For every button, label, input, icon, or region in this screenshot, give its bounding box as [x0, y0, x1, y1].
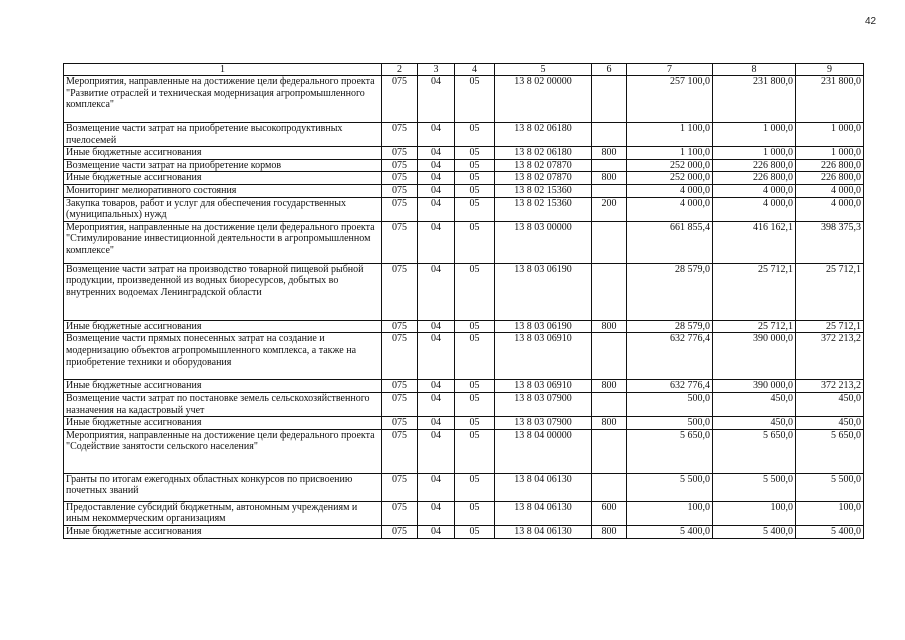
row-name-cell: Иные бюджетные ассигнования: [64, 417, 382, 430]
header-cell: 6: [592, 64, 627, 76]
row-target-code-cell: 13 8 04 06130: [495, 525, 592, 538]
row-amount-cell: 1 000,0: [713, 123, 796, 147]
row-target-code-cell: 13 8 03 06910: [495, 333, 592, 380]
row-target-code-cell: 13 8 02 15360: [495, 197, 592, 221]
row-target-code-cell: 13 8 03 07900: [495, 417, 592, 430]
row-name-cell: Иные бюджетные ассигнования: [64, 320, 382, 333]
row-target-code-cell: 13 8 02 07870: [495, 159, 592, 172]
row-expense-type-cell: 800: [592, 172, 627, 185]
row-section-cell: 04: [418, 76, 455, 123]
row-amount-cell: 5 500,0: [627, 473, 713, 501]
row-amount-cell: 450,0: [796, 392, 864, 416]
row-target-code-cell: 13 8 02 06180: [495, 123, 592, 147]
row-target-code-cell: 13 8 02 00000: [495, 76, 592, 123]
row-target-code-cell: 13 8 03 06190: [495, 263, 592, 320]
row-expense-type-cell: [592, 123, 627, 147]
row-amount-cell: 390 000,0: [713, 333, 796, 380]
row-expense-type-cell: 800: [592, 147, 627, 160]
row-code-cell: 075: [382, 392, 418, 416]
row-subsection-cell: 05: [455, 392, 495, 416]
table-row: [64, 159, 864, 172]
row-subsection-cell: 05: [455, 172, 495, 185]
table-row: [64, 172, 864, 185]
page-number: 42: [865, 16, 877, 27]
row-amount-cell: 632 776,4: [627, 333, 713, 380]
row-amount-cell: 450,0: [713, 392, 796, 416]
row-amount-cell: 257 100,0: [627, 76, 713, 123]
row-target-code-cell: 13 8 04 06130: [495, 473, 592, 501]
row-amount-cell: 661 855,4: [627, 221, 713, 263]
table-row: [64, 392, 864, 416]
row-amount-cell: 5 400,0: [713, 525, 796, 538]
row-target-code-cell: 13 8 03 06910: [495, 380, 592, 393]
row-amount-cell: 28 579,0: [627, 263, 713, 320]
header-cell: 8: [713, 64, 796, 76]
row-amount-cell: 1 000,0: [796, 123, 864, 147]
table-row: [64, 76, 864, 123]
row-amount-cell: 226 800,0: [713, 159, 796, 172]
row-section-cell: 04: [418, 501, 455, 525]
row-amount-cell: 25 712,1: [796, 263, 864, 320]
row-section-cell: 04: [418, 473, 455, 501]
row-expense-type-cell: 800: [592, 525, 627, 538]
row-name-cell: Мероприятия, направленные на достижение цели федерального проекта "Стимулирование инвестиционной деятельности в агропромышленном комплексе": [64, 221, 382, 263]
row-expense-type-cell: [592, 392, 627, 416]
row-code-cell: 075: [382, 123, 418, 147]
row-section-cell: 04: [418, 159, 455, 172]
row-code-cell: 075: [382, 263, 418, 320]
row-code-cell: 075: [382, 501, 418, 525]
row-subsection-cell: 05: [455, 320, 495, 333]
row-section-cell: 04: [418, 147, 455, 160]
row-amount-cell: 398 375,3: [796, 221, 864, 263]
row-target-code-cell: 13 8 03 07900: [495, 392, 592, 416]
row-subsection-cell: 05: [455, 221, 495, 263]
header-cell: 2: [382, 64, 418, 76]
row-amount-cell: 5 500,0: [713, 473, 796, 501]
row-expense-type-cell: [592, 429, 627, 473]
row-name-cell: Мероприятия, направленные на достижение цели федерального проекта "Развитие отраслей и техническая модернизация агропромышленного комплекса": [64, 76, 382, 123]
row-subsection-cell: 05: [455, 197, 495, 221]
table-row: [64, 525, 864, 538]
row-subsection-cell: 05: [455, 147, 495, 160]
row-amount-cell: 25 712,1: [796, 320, 864, 333]
row-amount-cell: 100,0: [713, 501, 796, 525]
row-amount-cell: 4 000,0: [627, 197, 713, 221]
row-section-cell: 04: [418, 221, 455, 263]
row-code-cell: 075: [382, 147, 418, 160]
row-amount-cell: 5 650,0: [627, 429, 713, 473]
row-name-cell: Иные бюджетные ассигнования: [64, 172, 382, 185]
row-name-cell: Возмещение части затрат на приобретение высокопродуктивных пчелосемей: [64, 123, 382, 147]
row-amount-cell: 450,0: [796, 417, 864, 430]
row-name-cell: Иные бюджетные ассигнования: [64, 380, 382, 393]
row-code-cell: 075: [382, 159, 418, 172]
row-target-code-cell: 13 8 03 00000: [495, 221, 592, 263]
row-expense-type-cell: [592, 263, 627, 320]
row-target-code-cell: 13 8 04 00000: [495, 429, 592, 473]
row-subsection-cell: 05: [455, 473, 495, 501]
header-cell: 9: [796, 64, 864, 76]
row-amount-cell: 5 500,0: [796, 473, 864, 501]
row-code-cell: 075: [382, 417, 418, 430]
row-subsection-cell: 05: [455, 263, 495, 320]
row-section-cell: 04: [418, 380, 455, 393]
row-section-cell: 04: [418, 123, 455, 147]
row-expense-type-cell: [592, 473, 627, 501]
row-target-code-cell: 13 8 02 06180: [495, 147, 592, 160]
row-code-cell: 075: [382, 429, 418, 473]
header-cell: 3: [418, 64, 455, 76]
row-amount-cell: 1 000,0: [713, 147, 796, 160]
row-amount-cell: 4 000,0: [713, 184, 796, 197]
row-name-cell: Иные бюджетные ассигнования: [64, 147, 382, 160]
table-row: [64, 501, 864, 525]
row-expense-type-cell: [592, 184, 627, 197]
row-amount-cell: 25 712,1: [713, 320, 796, 333]
row-name-cell: Иные бюджетные ассигнования: [64, 525, 382, 538]
row-amount-cell: 500,0: [627, 417, 713, 430]
row-expense-type-cell: 800: [592, 417, 627, 430]
row-subsection-cell: 05: [455, 525, 495, 538]
table-row: [64, 147, 864, 160]
row-subsection-cell: 05: [455, 159, 495, 172]
table-row: [64, 184, 864, 197]
row-code-cell: 075: [382, 473, 418, 501]
header-cell: 5: [495, 64, 592, 76]
row-section-cell: 04: [418, 184, 455, 197]
table-row: [64, 221, 864, 263]
row-name-cell: Закупка товаров, работ и услуг для обеспечения государственных (муниципальных) нужд: [64, 197, 382, 221]
row-expense-type-cell: [592, 333, 627, 380]
row-amount-cell: 1 100,0: [627, 123, 713, 147]
row-amount-cell: 5 650,0: [713, 429, 796, 473]
row-section-cell: 04: [418, 392, 455, 416]
row-subsection-cell: 05: [455, 417, 495, 430]
row-amount-cell: 500,0: [627, 392, 713, 416]
row-amount-cell: 4 000,0: [796, 197, 864, 221]
row-code-cell: 075: [382, 525, 418, 538]
row-expense-type-cell: [592, 159, 627, 172]
row-amount-cell: 25 712,1: [713, 263, 796, 320]
row-code-cell: 075: [382, 76, 418, 123]
row-expense-type-cell: [592, 221, 627, 263]
row-amount-cell: 252 000,0: [627, 172, 713, 185]
row-amount-cell: 226 800,0: [796, 172, 864, 185]
row-amount-cell: 372 213,2: [796, 333, 864, 380]
row-expense-type-cell: 800: [592, 380, 627, 393]
table-row: [64, 417, 864, 430]
row-name-cell: Возмещение части затрат на приобретение кормов: [64, 159, 382, 172]
row-target-code-cell: 13 8 03 06190: [495, 320, 592, 333]
row-amount-cell: 231 800,0: [713, 76, 796, 123]
table-row: [64, 123, 864, 147]
row-code-cell: 075: [382, 197, 418, 221]
row-amount-cell: 390 000,0: [713, 380, 796, 393]
row-code-cell: 075: [382, 333, 418, 380]
header-cell: 1: [64, 64, 382, 76]
row-amount-cell: 100,0: [627, 501, 713, 525]
row-amount-cell: 5 650,0: [796, 429, 864, 473]
table-row: [64, 263, 864, 320]
header-row: [64, 64, 864, 76]
header-cell: 4: [455, 64, 495, 76]
row-amount-cell: 416 162,1: [713, 221, 796, 263]
row-subsection-cell: 05: [455, 501, 495, 525]
row-subsection-cell: 05: [455, 76, 495, 123]
row-name-cell: Мероприятия, направленные на достижение цели федерального проекта "Содействие занятости сельского населения": [64, 429, 382, 473]
row-amount-cell: 226 800,0: [713, 172, 796, 185]
row-target-code-cell: 13 8 02 15360: [495, 184, 592, 197]
row-section-cell: 04: [418, 417, 455, 430]
row-amount-cell: 4 000,0: [796, 184, 864, 197]
row-subsection-cell: 05: [455, 184, 495, 197]
row-name-cell: Возмещение части прямых понесенных затрат на создание и модернизацию объектов агропромышленного комплекса, а также на приобретение техники и оборудования: [64, 333, 382, 380]
row-amount-cell: 100,0: [796, 501, 864, 525]
row-subsection-cell: 05: [455, 123, 495, 147]
row-expense-type-cell: 800: [592, 320, 627, 333]
row-name-cell: Мониторинг мелиоративного состояния: [64, 184, 382, 197]
row-name-cell: Возмещение части затрат на производство товарной пищевой рыбной продукции, произведенной из водных биоресурсов, добытых во внутренних водоемах Ленинградской области: [64, 263, 382, 320]
row-amount-cell: 450,0: [713, 417, 796, 430]
header-cell: 7: [627, 64, 713, 76]
row-section-cell: 04: [418, 197, 455, 221]
row-name-cell: Возмещение части затрат по постановке земель сельскохозяйственного назначения на кадастровый учет: [64, 392, 382, 416]
row-section-cell: 04: [418, 525, 455, 538]
row-expense-type-cell: 200: [592, 197, 627, 221]
row-code-cell: 075: [382, 172, 418, 185]
row-code-cell: 075: [382, 221, 418, 263]
row-amount-cell: 1 000,0: [796, 147, 864, 160]
row-section-cell: 04: [418, 429, 455, 473]
row-amount-cell: 5 400,0: [796, 525, 864, 538]
row-subsection-cell: 05: [455, 429, 495, 473]
row-amount-cell: 4 000,0: [713, 197, 796, 221]
row-name-cell: Гранты по итогам ежегодных областных конкурсов по присвоению почетных званий: [64, 473, 382, 501]
table-row: [64, 333, 864, 380]
row-amount-cell: 632 776,4: [627, 380, 713, 393]
row-amount-cell: 226 800,0: [796, 159, 864, 172]
row-amount-cell: 372 213,2: [796, 380, 864, 393]
table-row: [64, 197, 864, 221]
row-section-cell: 04: [418, 263, 455, 320]
row-subsection-cell: 05: [455, 380, 495, 393]
row-section-cell: 04: [418, 320, 455, 333]
row-code-cell: 075: [382, 184, 418, 197]
row-section-cell: 04: [418, 333, 455, 380]
table-row: [64, 429, 864, 473]
table-row: [64, 380, 864, 393]
row-amount-cell: 231 800,0: [796, 76, 864, 123]
row-amount-cell: 252 000,0: [627, 159, 713, 172]
row-name-cell: Предоставление субсидий бюджетным, автономным учреждениям и иным некоммерческим организациям: [64, 501, 382, 525]
budget-table: [63, 63, 864, 539]
row-amount-cell: 28 579,0: [627, 320, 713, 333]
row-section-cell: 04: [418, 172, 455, 185]
table-row: [64, 473, 864, 501]
row-expense-type-cell: 600: [592, 501, 627, 525]
row-amount-cell: 5 400,0: [627, 525, 713, 538]
row-expense-type-cell: [592, 76, 627, 123]
row-code-cell: 075: [382, 380, 418, 393]
row-amount-cell: 1 100,0: [627, 147, 713, 160]
row-target-code-cell: 13 8 02 07870: [495, 172, 592, 185]
row-amount-cell: 4 000,0: [627, 184, 713, 197]
row-subsection-cell: 05: [455, 333, 495, 380]
row-code-cell: 075: [382, 320, 418, 333]
row-target-code-cell: 13 8 04 06130: [495, 501, 592, 525]
table-row: [64, 320, 864, 333]
